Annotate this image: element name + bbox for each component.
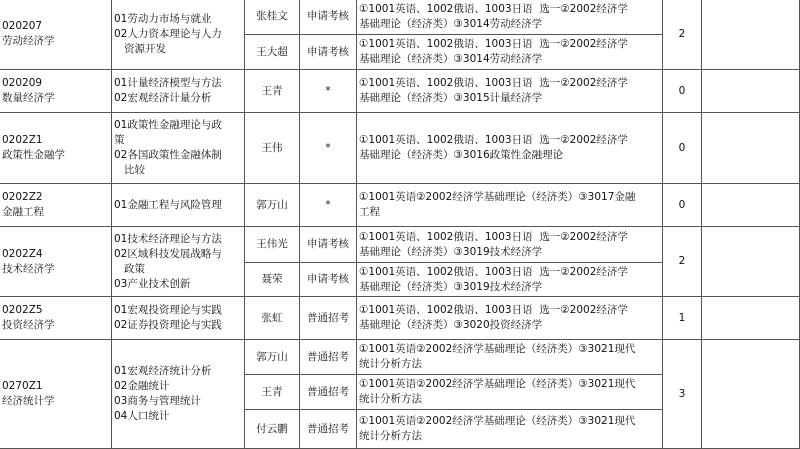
major-cell [0,297,112,340]
admission-method-cell [300,375,357,410]
major-name: 投资经济学 [2,319,55,331]
exam-subjects-line: 工程 [359,206,380,218]
remarks-cell [702,297,800,340]
remarks-cell [702,184,800,227]
admission-method: 普通招考 [307,385,349,398]
exam-subjects-line: 统计分析方法 [359,358,422,370]
exam-subjects [357,35,663,70]
exam-subjects-line: 统计分析方法 [359,393,422,405]
count-value: 2 [678,255,686,267]
exam-subjects-line: ①1001英语、1002俄语、1003日语 选一②2002经济学 [359,304,628,316]
advisor-name: 郭万山 [256,350,288,363]
exam-subjects-line: ①1001英语②2002经济学基础理论（经济类）③3017金融 [359,191,636,203]
count-value: 0 [678,141,686,154]
exam-subjects-line: 基础理论（经济类）③3015计量经济学 [359,92,543,104]
exam-subjects [357,410,663,449]
advisor-name: 付云鹏 [256,422,288,435]
enrollment-count [663,340,702,449]
exam-subjects [357,297,663,340]
research-directions-line: 01宏观投资理论与实践 [114,304,222,316]
research-directions-line: 02金融统计 [114,380,170,392]
admission-method-cell [300,297,357,340]
major-cell [0,227,112,297]
research-directions-line: 01宏观经济统计分析 [114,365,212,377]
advisor-cell [245,263,300,297]
major-code: 0202Z4 [2,247,43,260]
research-directions-line: 01计量经济模型与方法 [114,77,222,89]
admission-method: 申请考核 [307,10,349,22]
major-code: 0270Z1 [2,380,43,392]
admission-method: 申请考核 [307,45,349,58]
major-name: 经济统计学 [2,395,55,407]
advisor-name: 王伟 [261,141,283,154]
remarks-cell [702,340,800,449]
major-name: 劳动经济学 [2,35,55,47]
advisor-name: 王青 [261,84,283,97]
admission-method: * [325,84,331,97]
exam-subjects-line: ①1001英语、1002俄语、1003日语 选一②2002经济学 [359,77,628,89]
advisor-cell [245,340,300,375]
advisor-cell [245,375,300,410]
exam-subjects-line: ①1001英语、1002俄语、1003日语 选一②2002经济学 [359,134,628,146]
remarks-cell [702,70,800,113]
admission-method-cell [300,227,357,263]
advisor-name: 张虹 [261,311,283,324]
exam-subjects-line: 基础理论（经济类）③3019技术经济学 [359,280,543,293]
exam-subjects [357,263,663,297]
major-cell [0,0,112,70]
count-value: 3 [678,387,686,400]
major-name: 数量经济学 [2,92,55,104]
exam-subjects-line: ①1001英语②2002经济学基础理论（经济类）③3021现代 [359,378,636,390]
exam-subjects-line: ①1001英语、1002俄语、1003日语 选一②2002经济学 [359,230,628,243]
enrollment-count [663,0,702,70]
admission-method: * [325,141,331,154]
admission-method-cell [300,263,357,297]
admission-method: 普通招考 [307,422,349,435]
research-directions-line: 01政策性金融理论与政 [114,119,222,131]
research-directions-line: 比较 [114,164,146,176]
research-directions [112,227,245,297]
research-directions-line: 02证券投资理论与实践 [114,319,222,331]
major-cell [0,340,112,449]
exam-subjects-line: ①1001英语、1002俄语、1003日语 选一②2002经济学 [359,2,628,15]
advisor-cell [245,184,300,227]
remarks-cell [702,113,800,184]
count-value: 1 [678,311,686,324]
major-name: 金融工程 [2,206,44,218]
research-directions-line: 02人力资本理论与人力 [114,27,222,40]
advisor-cell [245,410,300,449]
exam-subjects-line: 基础理论（经济类）③3016政策性金融理论 [359,149,564,161]
exam-subjects-line: ①1001英语、1002俄语、1003日语 选一②2002经济学 [359,38,628,50]
admission-method: 申请考核 [307,238,349,250]
major-code: 0202Z1 [2,134,43,146]
advisor-cell [245,35,300,70]
advisor-name: 王伟光 [256,238,288,250]
exam-subjects [357,375,663,410]
major-code: 020209 [2,77,43,89]
count-value: 0 [678,84,686,97]
admission-method: * [325,198,331,211]
advisor-cell [245,227,300,263]
exam-subjects-line: 基础理论（经济类）③3014劳动经济学 [359,17,543,30]
admission-method-cell [300,35,357,70]
research-directions [112,70,245,113]
research-directions-line: 02各国政策性金融体制 [114,149,222,161]
research-directions-line: 策 [114,134,125,146]
admission-method-cell [300,410,357,449]
advisor-name: 王大超 [256,45,288,58]
exam-subjects-line: 基础理论（经济类）③3014劳动经济学 [359,53,543,65]
remarks-cell [702,0,800,70]
research-directions-line: 04人口统计 [114,410,170,422]
advisor-name: 张桂文 [256,10,288,22]
research-directions [112,113,245,184]
remarks-cell [702,227,800,297]
enrollment-count [663,227,702,297]
major-code: 020207 [2,20,43,32]
admission-method-cell [300,0,357,35]
exam-subjects [357,340,663,375]
exam-subjects [357,70,663,113]
admission-method-cell [300,70,357,113]
admission-method-cell [300,113,357,184]
enrollment-count [663,70,702,113]
research-directions-line: 资源开发 [114,42,167,55]
research-directions [112,0,245,70]
research-directions-line: 03产业技术创新 [114,277,191,290]
major-name: 政策性金融学 [2,149,65,161]
advisor-name: 王青 [261,385,283,398]
research-directions-line: 02宏观经济计量分析 [114,92,212,104]
enrollment-count [663,113,702,184]
major-cell [0,70,112,113]
research-directions-line: 政策 [114,262,146,275]
research-directions-line: 01金融工程与风险管理 [114,198,222,211]
advisor-name: 聂荣 [261,273,283,285]
exam-subjects-line: 统计分析方法 [359,430,422,442]
exam-subjects-line: ①1001英语②2002经济学基础理论（经济类）③3021现代 [359,415,636,427]
research-directions [112,340,245,449]
exam-subjects [357,184,663,227]
admission-method: 普通招考 [307,311,349,324]
research-directions-line: 01技术经济理论与方法 [114,232,222,245]
research-directions-line: 03商务与管理统计 [114,395,201,407]
research-directions [112,297,245,340]
major-cell [0,184,112,227]
admission-method: 普通招考 [307,350,349,363]
major-cell [0,113,112,184]
exam-subjects-line: ①1001英语、1002俄语、1003日语 选一②2002经济学 [359,265,628,278]
advisor-cell [245,0,300,35]
admission-method: 申请考核 [307,273,349,285]
major-code: 0202Z2 [2,191,43,203]
exam-subjects [357,113,663,184]
major-name: 技术经济学 [2,262,55,275]
enrollment-count [663,297,702,340]
count-value: 0 [678,198,686,211]
research-directions-line: 02区域科技发展战略与 [114,247,222,260]
admission-method-cell [300,340,357,375]
major-code: 0202Z5 [2,304,43,316]
admission-method-cell [300,184,357,227]
advisor-cell [245,297,300,340]
exam-subjects [357,227,663,263]
count-value: 2 [678,27,686,40]
advisor-name: 郭万山 [256,198,288,211]
research-directions-line: 01劳动力市场与就业 [114,12,212,25]
exam-subjects-line: 基础理论（经济类）③3020投资经济学 [359,319,543,331]
advisor-cell [245,113,300,184]
advisor-cell [245,70,300,113]
research-directions [112,184,245,227]
exam-subjects-line: 基础理论（经济类）③3019技术经济学 [359,245,543,258]
exam-subjects [357,0,663,35]
enrollment-count [663,184,702,227]
exam-subjects-line: ①1001英语②2002经济学基础理论（经济类）③3021现代 [359,343,636,355]
